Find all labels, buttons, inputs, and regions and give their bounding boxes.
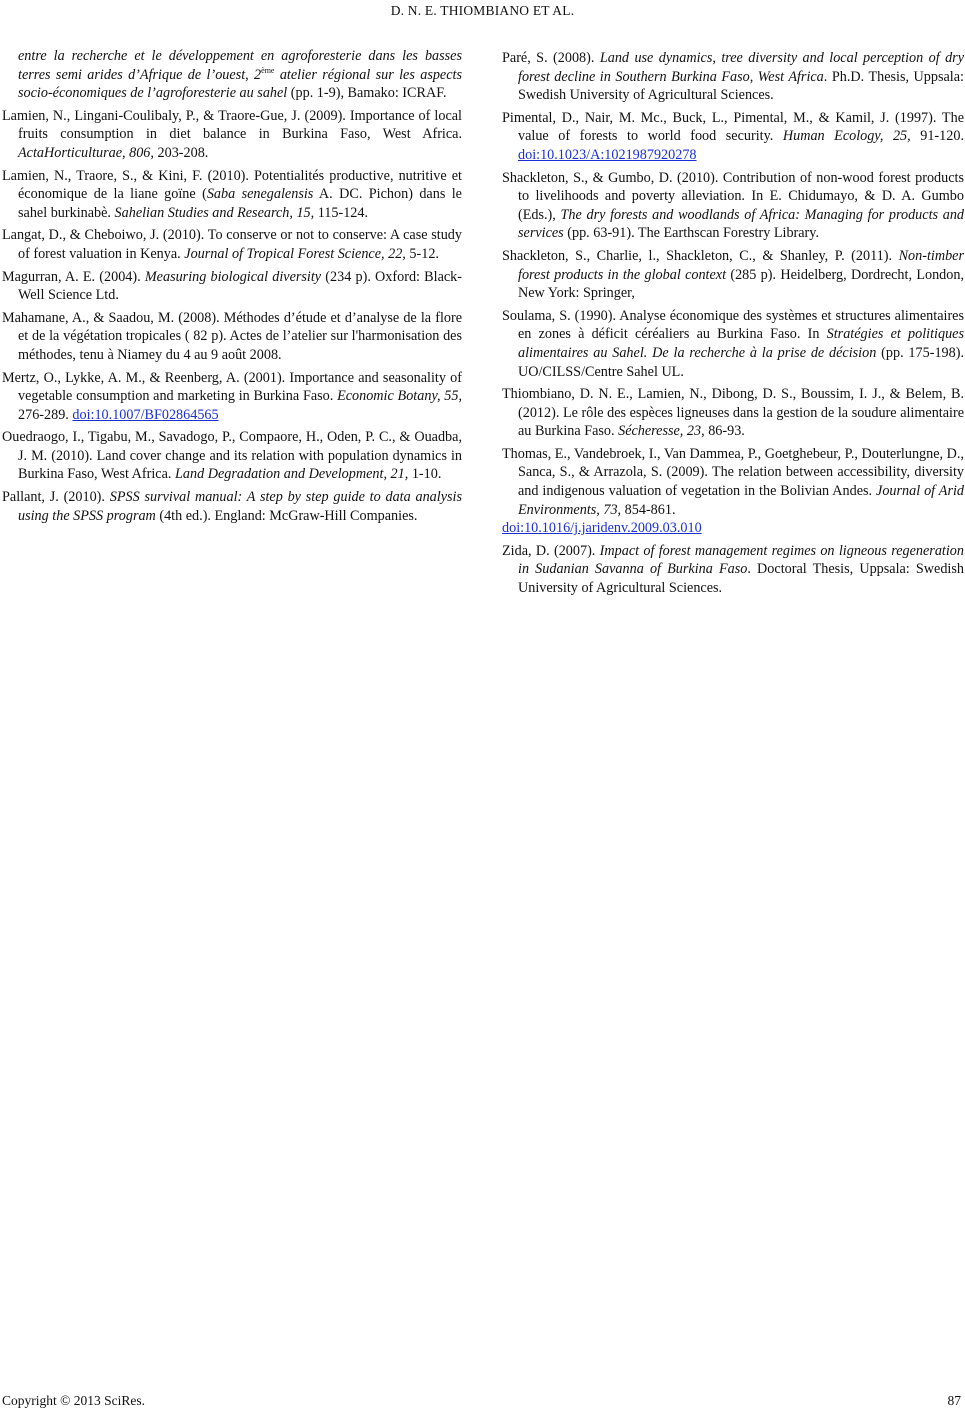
copyright-notice: Copyright © 2013 SciRes. [2, 1393, 146, 1408]
reference-text: 1-10. [408, 466, 442, 483]
reference-entry [502, 445, 964, 538]
reference-text: Mertz, O., Lykke, A. M., & Reenberg, A. (2001). Importance and seasonality of vegetable consumption and marketing in Burkina Faso. [2, 369, 462, 405]
reference-text: Ouedraogo, I., Tigabu, M., Savadogo, P., Compaore, H., Oden, P. C., & Ouadba, J. M. (2010). Land cover change and its relation with population dynamics in Burkina Faso, West Africa. [2, 429, 462, 483]
reference-italic: atelier régional sur les aspects socio-économiques de l’agroforesterie au sahel [18, 66, 462, 102]
reference-text: . Doctoral Thesis, Uppsala: Swedish University of Agricultural Sciences. [518, 561, 964, 597]
reference-italic: Impact of forest management regimes on ligneous regeneration in Sudanian Savanna of Burkina Faso [518, 542, 964, 578]
reference-text: Shackleton, S., Charlie, l., Shackleton, C., & Shanley, P. (2011). [502, 247, 899, 264]
reference-text: 854-861. [621, 501, 676, 518]
reference-text: Paré, S. (2008). [502, 50, 600, 66]
reference-entry [2, 309, 462, 365]
reference-text: Mahamane, A., & Saadou, M. (2008). Méthodes d’étude et d’analyse de la flore et de la végétation tropicales ( 82 p). Actes de l’atelier sur l'harmonisation des méthodes, tenu à Niamey du 4 au 9 août 2008. [2, 309, 462, 363]
running-head: D. N. E. THIOMBIANO ET AL. [390, 3, 575, 18]
reference-italic: Sahelian Studies and Research, 15, [114, 204, 315, 221]
reference-entry [502, 49, 964, 105]
reference-italic: Stratégies et politiques alimentaires au Sahel. De la recherche à la prise de décision [518, 326, 964, 361]
reference-text: A. DC. Pichon) dans le sahel burkinabè. [18, 186, 462, 221]
reference-entry [2, 107, 462, 163]
reference-text: Thomas, E., Vandebroek, I., Van Dammea, P., Goetghebeur, P., Douterlungne, D., Sanca, S., & Arrazola, S. (2009). The relation between accessibility, diversity and indigenous valuation of vegetation in the Bolivian Andes. [502, 445, 964, 500]
reference-text: (pp. 63-91). The Earthscan Forestry Library. [563, 225, 820, 242]
superscript: ème [261, 65, 275, 75]
reference-text: 86-93. [704, 423, 745, 440]
doi-link[interactable]: doi:10.1016/j.jaridenv.2009.03.010 [502, 520, 702, 537]
reference-text: Lamien, N., Traore, S., & Kini, F. (2010). Potentialités productive, nutritive et économique de la liane goïne ( [2, 167, 462, 203]
reference-text: Soulama, S. (1990). Analyse économique des systèmes et structures alimentaires en zones à déficit céréaliers au Burkina Faso. In [502, 307, 964, 343]
reference-italic: Saba senegalensis [206, 186, 314, 203]
reference-italic: SPSS survival manual: A step by step guide to data analysis using the SPSS program [18, 489, 462, 524]
reference-text: Shackleton, S., & Gumbo, D. (2010). Contribution of non-wood forest products to livelihoods and poverty alleviation. In E. Chidumayo, & D. A. Gumbo (Eds.), [502, 169, 964, 223]
reference-text: (pp. 1-9), Bamako: ICRAF. [287, 85, 447, 102]
reference-italic: entre la recherche et le développement en agroforesterie dans les basses terres semi arides d’Afrique de l’ouest, 2 [18, 48, 462, 83]
reference-text: 203-208. [153, 144, 209, 161]
reference-italic: Measuring biological diversity [144, 268, 322, 285]
doi-link[interactable]: doi:10.1023/A:1021987920278 [518, 146, 697, 163]
reference-entry [2, 369, 462, 425]
reference-entry [502, 247, 964, 303]
reference-text: Magurran, A. E. (2004). [2, 268, 145, 285]
page-number: 87 [947, 1393, 961, 1408]
reference-entry [2, 488, 462, 525]
reference-text: . Ph.D. Thesis, Uppsala: Swedish University of Agricultural Sciences. [518, 68, 964, 104]
reference-text: 276-289. [18, 406, 73, 423]
reference-text: Lamien, N., Lingani-Coulibaly, P., & Traore-Gue, J. (2009). Importance of local fruits consumption in diet balance in Burkina Faso, West Africa. [2, 107, 462, 143]
reference-entry [502, 307, 964, 381]
reference-entry [2, 428, 462, 484]
reference-text: Zida, D. (2007). [502, 542, 600, 559]
reference-text: 5-12. [405, 245, 439, 262]
reference-text: (pp. 175-198). UO/CILSS/Centre Sahel UL. [518, 344, 964, 380]
doi-link[interactable]: doi:10.1007/BF02864565 [72, 406, 219, 423]
reference-italic: ActaHorticulturae, 806, [18, 144, 154, 161]
reference-entry [2, 47, 462, 103]
reference-entry [2, 226, 462, 263]
reference-italic: Land Degradation and Development, 21, [175, 466, 409, 483]
reference-entry [502, 385, 964, 441]
reference-text: Thiombiano, D. N. E., Lamien, N., Dibong, D. S., Boussim, I. J., & Belem, B. (2012). Le rôle des espèces ligneuses dans la gestion de la soudure alimentaire au Burkina Faso. [502, 386, 964, 440]
reference-text: (285 p). Heidelberg, Dordrecht, London, New York: Springer, [518, 266, 964, 302]
reference-text: Pallant, J. (2010). [2, 489, 110, 506]
reference-italic: Non-timber forest products in the global context [518, 247, 964, 283]
reference-text: 91-120. [910, 128, 964, 145]
reference-text: 115-124. [314, 204, 369, 221]
reference-italic: Economic Botany, 55, [337, 388, 462, 405]
reference-entry [502, 542, 964, 598]
reference-text: (4th ed.). England: McGraw-Hill Companies. [155, 507, 418, 524]
reference-italic: The dry forests and woodlands of Africa: Managing for products and services [518, 206, 965, 242]
reference-text: (234 p). Oxford: Black-Well Science Ltd. [18, 268, 462, 304]
reference-italic: Sécheresse, 23, [618, 423, 705, 440]
reference-entry [2, 268, 462, 305]
reference-text: Pimental, D., Nair, M. Mc., Buck, L., Pimental, M., & Kamil, J. (1997). The value of forests to world food security. [502, 109, 964, 145]
reference-italic: Journal of Arid Environments, 73, [518, 483, 964, 518]
reference-italic: Journal of Tropical Forest Science, 22, [184, 245, 406, 262]
reference-entry [502, 109, 964, 165]
reference-entry [502, 169, 964, 243]
reference-text: Langat, D., & Cheboiwo, J. (2010). To conserve or not to conserve: A case study of forest valuation in Kenya. [2, 227, 462, 262]
reference-italic: Land use dynamics, tree diversity and local perception of dry forest decline in Southern Burkina Faso, West Africa [518, 50, 964, 85]
left-column [2, 47, 462, 529]
right-column [502, 49, 964, 602]
reference-italic: Human Ecology, 25, [782, 128, 911, 145]
reference-entry [2, 167, 462, 223]
